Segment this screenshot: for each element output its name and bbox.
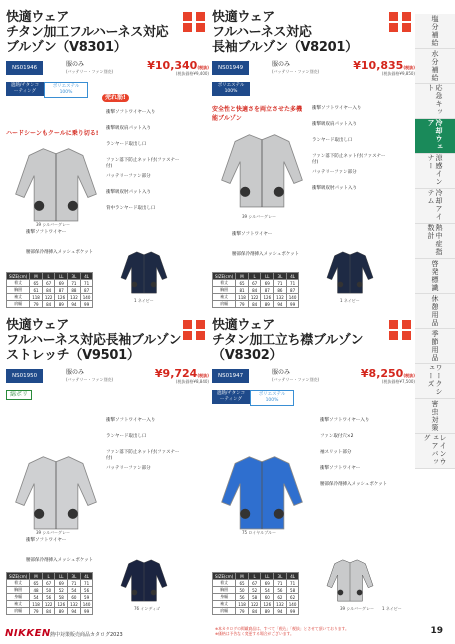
price-row: [212, 61, 417, 75]
size-cell: 62: [274, 594, 287, 601]
size-cell: 89: [261, 608, 274, 615]
size-cell: 94: [274, 301, 287, 308]
feature-callout-lower: 腰部保冷剤挿入メッシュポケット: [26, 250, 94, 255]
tab-11[interactable]: [415, 399, 455, 434]
size-row: [213, 273, 299, 280]
category-tabs: [415, 14, 455, 469]
size-cell: 67: [248, 580, 261, 587]
size-table: [6, 272, 93, 308]
product-code: NS01947: [212, 369, 249, 383]
size-row: [7, 273, 93, 280]
size-cell: M: [236, 573, 249, 580]
footer-note: ※本カタログの掲載商品は、すべて「税込」「税抜」とさせて頂いております。 ※価格は予告なく変更する場合がございます。: [215, 626, 349, 636]
feature-callout: ファン落下防止ネット付(ファスナー付): [312, 154, 386, 165]
size-cell: 126: [55, 294, 68, 301]
size-cell: 袖丈: [213, 294, 236, 301]
orig-price: (税抜価格¥9,400): [175, 71, 209, 76]
tab-7[interactable]: [415, 259, 455, 294]
size-cell: M: [30, 273, 43, 280]
size-cell: 48: [30, 587, 43, 594]
size-cell: 50: [42, 587, 55, 594]
size-cell: 71: [80, 580, 93, 587]
tab-label: 冷却ウェア: [427, 119, 443, 151]
product-title: 快適ウェア フルハーネス対応長袖ブルゾン ストレッチ（V9501）: [6, 318, 182, 363]
size-cell: 60: [68, 594, 81, 601]
size-cell: 69: [261, 580, 274, 587]
product-card: [212, 10, 417, 310]
size-row: [7, 594, 93, 601]
feature-callout: ランヤード取出し口: [312, 138, 353, 143]
color-label-2: 39 シルバーグレー: [340, 606, 374, 611]
size-cell: 71: [286, 580, 299, 587]
jacket-image-main: [212, 450, 312, 538]
size-cell: 71: [274, 580, 287, 587]
size-cell: 69: [55, 580, 68, 587]
size-cell: 肩幅: [213, 608, 236, 615]
size-cell: 58: [55, 594, 68, 601]
feature-callout: ランヤード取出し口: [106, 142, 147, 147]
size-cell: 71: [68, 280, 81, 287]
size-cell: 84: [42, 608, 55, 615]
size-cell: 88: [68, 287, 81, 294]
size-cell: 胸囲: [213, 587, 236, 594]
material-badge: 綿ポリ: [6, 390, 32, 400]
item-label: 服のみ (バッテリー・ファン別売): [66, 369, 114, 382]
size-row: [213, 594, 299, 601]
product-title: 快適ウェア チタン加工立ち襟ブルゾン （V8302）: [212, 318, 364, 363]
product-card: [6, 318, 211, 618]
size-cell: LL: [55, 573, 68, 580]
size-row: [7, 580, 93, 587]
tab-label: 水分補給: [431, 50, 439, 82]
size-cell: 50: [236, 587, 249, 594]
size-cell: 79: [30, 608, 43, 615]
size-cell: 4L: [286, 573, 299, 580]
tab-label: ワークシューズ: [427, 364, 443, 396]
product-code: NS01946: [6, 61, 43, 75]
tab-label: 季節用品: [431, 330, 439, 362]
tab-label: 害虫対策: [431, 400, 439, 432]
jacket-image-alt: [114, 556, 174, 608]
size-cell: 84: [42, 301, 55, 308]
size-cell: 140: [286, 601, 299, 608]
size-cell: 79: [30, 301, 43, 308]
size-cell: 122: [42, 601, 55, 608]
size-cell: 86: [274, 287, 287, 294]
feature-callout: 衝撃ソフトワイヤー入り: [320, 418, 370, 423]
size-cell: 89: [55, 608, 68, 615]
size-row: [7, 608, 93, 615]
size-cell: 58: [248, 594, 261, 601]
feature-callout: 衝撃ソフトワイヤー: [320, 466, 361, 471]
feature-callout-lower: 腰部保冷剤挿入メッシュポケット: [26, 558, 94, 563]
tab-label: 啓発標識: [431, 260, 439, 292]
size-cell: 着丈: [213, 580, 236, 587]
size-cell: 52: [55, 587, 68, 594]
size-cell: 94: [68, 301, 81, 308]
size-cell: 54: [261, 587, 274, 594]
size-cell: 94: [274, 608, 287, 615]
tab-label: 応急キット: [427, 84, 443, 116]
tab-label: 冷却アイテム: [427, 189, 443, 221]
feature-callout: 衝撃吸収肩パット入り: [106, 126, 151, 131]
size-cell: 胸囲: [213, 287, 236, 294]
jacket-image-alt: [320, 248, 380, 300]
size-cell: 着丈: [7, 580, 30, 587]
product-title: 快適ウェア フルハーネス対応 長袖ブルゾン（V8201）: [212, 10, 358, 55]
item-label: 服のみ (バッテリー・ファン別売): [272, 61, 320, 74]
tagline: ハードシーンもクールに乗り切る!: [6, 130, 99, 137]
size-cell: 122: [248, 294, 261, 301]
price-row: [6, 61, 211, 75]
brand-logo-icon: [183, 12, 209, 38]
size-cell: 4L: [286, 273, 299, 280]
feature-callout: バッテリーファン部分: [106, 174, 151, 179]
size-cell: 着丈: [213, 280, 236, 287]
price: ¥10,340(税抜): [147, 59, 209, 72]
size-cell: 肩幅: [213, 301, 236, 308]
price: ¥8,250(税抜): [360, 367, 415, 380]
size-row: [213, 280, 299, 287]
size-cell: 71: [274, 280, 287, 287]
size-cell: LL: [55, 273, 68, 280]
size-cell: 3L: [274, 573, 287, 580]
size-row: [7, 573, 93, 580]
size-cell: 87: [55, 287, 68, 294]
size-cell: 122: [42, 294, 55, 301]
feature-callout: ファン落下防止ネット付(ファスナー付): [106, 450, 180, 461]
jacket-image-main: [212, 128, 312, 216]
item-label: 服のみ (バッテリー・ファン別売): [272, 369, 320, 382]
size-row: [213, 608, 299, 615]
brand-logo-icon: [389, 12, 415, 38]
color-label-2: 1 ネイビー: [134, 298, 154, 303]
size-cell: 84: [42, 287, 55, 294]
feature-callout: ファン落下防止ネット付(ファスナー付): [106, 158, 180, 169]
feature-callout: 衝撃ソフトワイヤー入り: [106, 418, 156, 423]
feature-callout: 衝撃ソフトワイヤー入り: [312, 106, 362, 111]
size-row: [213, 294, 299, 301]
size-cell: SIZE(cm): [7, 573, 30, 580]
feature-callout: 衝撃吸収肩パット入り: [312, 122, 357, 127]
size-cell: LL: [261, 273, 274, 280]
feature-callout-lower: 衝撃ソフトワイヤー: [232, 232, 273, 237]
tab-5[interactable]: [415, 189, 455, 224]
brand-logo-icon: [389, 320, 415, 346]
tab-2[interactable]: [415, 84, 455, 119]
nikken-logo: NIKKEN: [5, 628, 51, 639]
tab-0[interactable]: [415, 14, 455, 49]
size-table: [212, 572, 299, 615]
price: ¥10,835(税抜): [353, 59, 415, 72]
jacket-image-main: [6, 142, 106, 230]
size-cell: 69: [261, 280, 274, 287]
size-cell: 87: [80, 287, 93, 294]
size-cell: 3L: [68, 273, 81, 280]
product-card: [6, 10, 211, 310]
size-row: [7, 587, 93, 594]
size-cell: 132: [274, 294, 287, 301]
size-cell: 84: [248, 608, 261, 615]
material-badge: 遮熱/チタンコーティング: [212, 390, 250, 404]
size-cell: 着丈: [7, 280, 30, 287]
size-cell: 132: [274, 601, 287, 608]
catalog-title: 熱中対策販売商品カタログ2023: [50, 632, 123, 638]
product-code: NS01949: [212, 61, 249, 75]
size-cell: 67: [42, 280, 55, 287]
size-cell: 67: [248, 280, 261, 287]
size-cell: 132: [68, 601, 81, 608]
feature-callout: 袖スリット部分: [320, 450, 352, 455]
size-row: [7, 280, 93, 287]
size-cell: L: [248, 273, 261, 280]
size-cell: 99: [286, 301, 299, 308]
size-cell: 118: [236, 294, 249, 301]
size-cell: SIZE(cm): [213, 573, 236, 580]
size-cell: 52: [248, 587, 261, 594]
feature-callout: 腰部保冷剤挿入メッシュポケット: [320, 482, 388, 487]
size-cell: 65: [30, 280, 43, 287]
size-cell: 58: [286, 587, 299, 594]
color-label: 39 シルバーグレー: [36, 530, 70, 535]
tab-6[interactable]: [415, 224, 455, 259]
price: ¥9,724(税抜): [154, 367, 209, 380]
product-title: 快適ウェア チタン加工フルハーネス対応 ブルゾン（V8301）: [6, 10, 169, 55]
size-cell: 62: [286, 594, 299, 601]
size-cell: 118: [30, 294, 43, 301]
size-cell: 肩幅: [7, 608, 30, 615]
size-cell: 3L: [68, 573, 81, 580]
size-cell: 71: [68, 580, 81, 587]
size-cell: 99: [286, 608, 299, 615]
tab-3[interactable]: [415, 119, 455, 154]
size-cell: 79: [236, 608, 249, 615]
size-row: [7, 287, 93, 294]
price-row: [212, 369, 417, 383]
size-cell: 140: [80, 294, 93, 301]
size-cell: 87: [286, 287, 299, 294]
size-cell: 65: [236, 280, 249, 287]
feature-callout: 衝撃吸収肘パット入り: [106, 190, 151, 195]
jacket-image-main: [6, 450, 106, 538]
tab-4[interactable]: [415, 154, 455, 189]
size-cell: 胸囲: [7, 587, 30, 594]
tab-10[interactable]: [415, 364, 455, 399]
item-label: 服のみ (バッテリー・ファン別売): [66, 61, 114, 74]
tab-8[interactable]: [415, 294, 455, 329]
size-cell: 身幅: [213, 594, 236, 601]
size-cell: 122: [248, 601, 261, 608]
price-row: [6, 369, 211, 383]
material-badge-2: ポリエステル100%: [44, 82, 88, 98]
size-cell: SIZE(cm): [213, 273, 236, 280]
size-cell: 140: [80, 601, 93, 608]
material-badge: 遮熱/チタンコーティング: [6, 82, 44, 96]
size-cell: 65: [236, 580, 249, 587]
size-cell: 袖丈: [7, 601, 30, 608]
color-label: 39 シルバーグレー: [36, 222, 70, 227]
size-cell: 84: [248, 301, 261, 308]
size-cell: 59: [80, 594, 93, 601]
page-number: 19: [430, 626, 443, 636]
size-row: [213, 287, 299, 294]
brand-logo-icon: [183, 320, 209, 346]
material-badge-2: ポリエステル100%: [250, 390, 294, 406]
product-card: [212, 318, 417, 618]
size-cell: SIZE(cm): [7, 273, 30, 280]
size-table: [212, 272, 299, 308]
size-cell: 56: [80, 587, 93, 594]
feature-callout: 衝撃吸収肘パット入り: [312, 186, 357, 191]
size-cell: L: [42, 573, 55, 580]
feature-callout: ファン取付穴×2: [320, 434, 354, 439]
size-cell: 87: [261, 287, 274, 294]
size-cell: 4L: [80, 273, 93, 280]
size-cell: 71: [80, 280, 93, 287]
size-cell: 140: [286, 294, 299, 301]
size-cell: 身幅: [7, 594, 30, 601]
color-label-2: 76 インディゴ: [134, 606, 161, 611]
size-cell: 56: [42, 594, 55, 601]
tab-label: 熱中症指数計: [427, 224, 443, 256]
size-row: [213, 301, 299, 308]
size-row: [213, 580, 299, 587]
size-cell: 84: [248, 287, 261, 294]
size-table: [6, 572, 93, 615]
size-cell: 99: [80, 301, 93, 308]
tagline: 安全性と快適さを両立させた多機能ブルゾン: [212, 106, 303, 122]
size-cell: 袖丈: [213, 601, 236, 608]
size-cell: 56: [274, 587, 287, 594]
size-cell: 99: [80, 608, 93, 615]
size-cell: 4L: [80, 573, 93, 580]
size-cell: 67: [42, 580, 55, 587]
color-label: 39 シルバーグレー: [242, 214, 276, 219]
size-cell: 54: [30, 594, 43, 601]
size-cell: L: [42, 273, 55, 280]
tab-12[interactable]: [415, 434, 455, 469]
size-cell: 118: [236, 601, 249, 608]
orig-price: (税抜価格¥7,500): [381, 379, 415, 384]
feature-callout-lower: 衝撃ソフトワイヤー: [26, 230, 67, 235]
feature-callout: バッテリーファン部分: [312, 170, 357, 175]
size-cell: 肩幅: [7, 301, 30, 308]
jacket-image-alt: [320, 556, 380, 608]
size-row: [7, 294, 93, 301]
size-cell: 56: [236, 594, 249, 601]
size-cell: 3L: [274, 273, 287, 280]
tab-1[interactable]: [415, 49, 455, 84]
size-cell: 126: [261, 294, 274, 301]
tab-label: 休憩用品: [431, 295, 439, 327]
size-cell: 126: [55, 601, 68, 608]
size-cell: 132: [68, 294, 81, 301]
size-cell: 79: [236, 301, 249, 308]
orig-price: (税抜価格¥9,850): [381, 71, 415, 76]
feature-callout: 背中ランヤード取出し口: [106, 206, 156, 211]
size-cell: 94: [68, 608, 81, 615]
size-cell: 胸囲: [7, 287, 30, 294]
material-badge: ポリエステル100%: [212, 82, 250, 96]
size-cell: 81: [236, 287, 249, 294]
size-cell: 60: [261, 594, 274, 601]
size-cell: 65: [30, 580, 43, 587]
feature-callout: ランヤード取出し口: [106, 434, 147, 439]
size-row: [213, 587, 299, 594]
size-cell: 89: [261, 301, 274, 308]
tab-label: 涼感インナー: [427, 154, 443, 186]
size-cell: 71: [286, 280, 299, 287]
size-cell: 89: [55, 301, 68, 308]
size-cell: 118: [30, 601, 43, 608]
size-cell: M: [236, 273, 249, 280]
orig-price: (税抜価格¥8,840): [175, 379, 209, 384]
size-cell: 61: [30, 287, 43, 294]
tab-label: レインウェアバッグ: [423, 434, 447, 466]
size-cell: L: [248, 573, 261, 580]
feature-callout: 衝撃ソフトワイヤー入り: [106, 110, 156, 115]
feature-callout-lower: 腰部保冷剤挿入メッシュポケット: [232, 252, 300, 257]
color-label: 75 ロイヤルブルー: [242, 530, 277, 535]
size-cell: 袖丈: [7, 294, 30, 301]
size-cell: 54: [68, 587, 81, 594]
bestseller-badge: 売れ筋!: [102, 94, 129, 102]
size-cell: LL: [261, 573, 274, 580]
size-row: [213, 601, 299, 608]
product-code: NS01950: [6, 369, 43, 383]
color-label-2: 1 ネイビー: [340, 298, 360, 303]
jacket-image-alt: [114, 248, 174, 300]
size-row: [7, 301, 93, 308]
color-label-3: 1 ネイビー: [382, 606, 402, 611]
tab-9[interactable]: [415, 329, 455, 364]
size-cell: 69: [55, 280, 68, 287]
tab-label: 塩分補給: [431, 15, 439, 47]
size-row: [7, 601, 93, 608]
size-row: [213, 573, 299, 580]
feature-callout: バッテリーファン部分: [106, 466, 151, 471]
feature-callout-lower: 衝撃ソフトワイヤー: [26, 538, 67, 543]
size-cell: M: [30, 573, 43, 580]
size-cell: 126: [261, 601, 274, 608]
